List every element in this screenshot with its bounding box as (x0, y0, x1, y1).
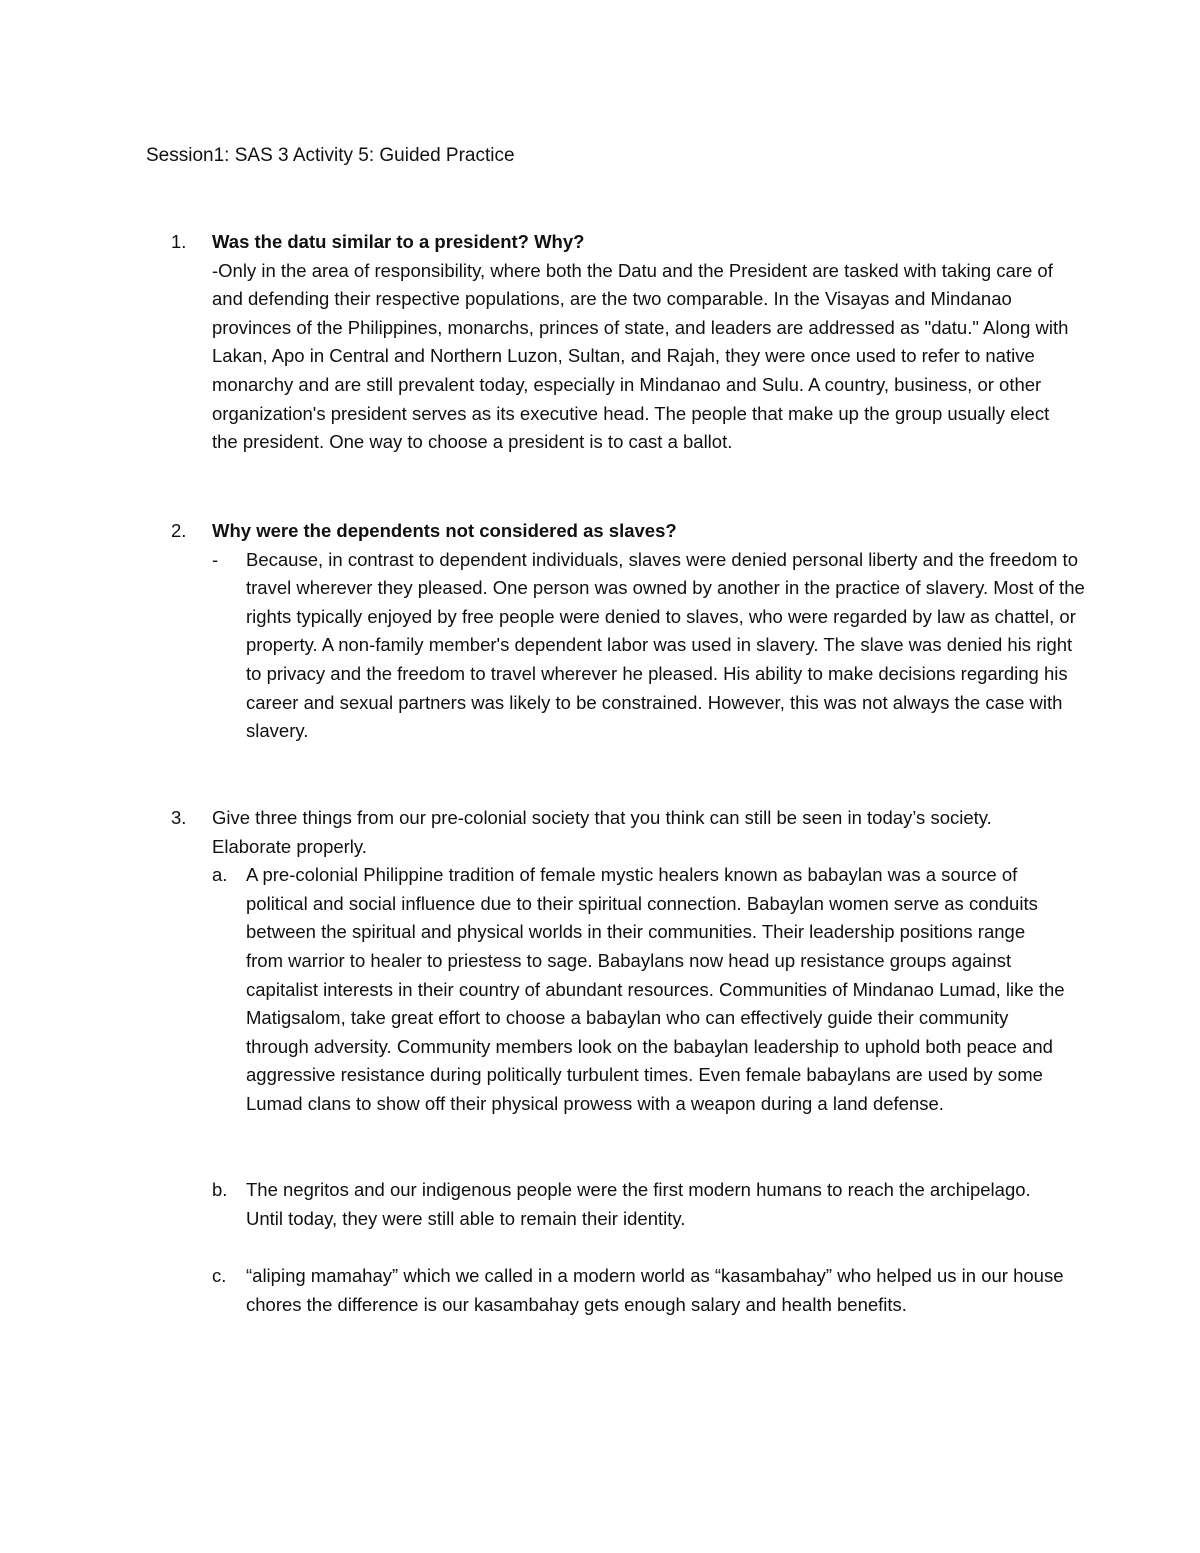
question-text: Why were the dependents not considered as slaves? (212, 520, 677, 541)
question-body (212, 517, 1074, 546)
question-number: 2. (171, 520, 187, 541)
answer-text: -Only in the area of responsibility, where both the Datu and the President are tasked with taking care of and defending their respective populations, are the two comparable. In the Visayas and Mindanao provinces of the Philippines, monarchs, princes of state, and leaders are addressed as "datu." Along with Lakan, Apo in Central and Northern Luzon, Sultan, and Rajah, they were once used to refer to native monarchy and are still prevalent today, especially in Mindanao and Sulu. A country, business, or other organization's president serves as its executive head. The people that make up the group usually elect the president. One way to choose a president is to cast a ballot. (212, 259, 1069, 453)
question-number: 1. (171, 231, 187, 252)
question-body (212, 804, 1074, 861)
subitem-text: “aliping mamahay” which we called in a modern world as “kasambahay” who helped us in our house chores the difference is our kasambahay gets enough salary and health benefits. (246, 1265, 1064, 1315)
subitem-text: The negritos and our indigenous people were the first modern humans to reach the archipelago. Until today, they were still able to remain their identity. (246, 1179, 1031, 1229)
question-number: 3. (171, 807, 187, 828)
subitem-letter: a. (212, 864, 228, 886)
question-text: Give three things from our pre-colonial society that you think can still be seen in today’s society. Elaborate properly. (212, 807, 992, 857)
question-text: Was the datu similar to a president? Why? (212, 231, 585, 252)
dash-bullet: - (212, 548, 219, 570)
question-body (212, 228, 1074, 457)
subitem-letter: b. (212, 1179, 228, 1200)
answer-text: Because, in contrast to dependent individuals, slaves were denied personal liberty and the freedom to travel wherever they pleased. One person was owned by another in the practice of slavery. Most of the rights typically enjoyed by free people were denied to slaves, who were regarded by law as chattel, or property. A non-family member's dependent labor was used in slavery. The slave was denied his right to privacy and the freedom to travel wherever he pleased. His ability to make decisions regarding his career and sexual partners was likely to be constrained. However, this was not always the case with slavery. (246, 548, 1085, 742)
subitem-letter: c. (212, 1265, 227, 1286)
document-title: Session1: SAS 3 Activity 5: Guided Practice (146, 145, 515, 166)
subitem-text: A pre-colonial Philippine tradition of female mystic healers known as babaylan was a source of political and social influence due to their spiritual connection. Babaylan women serve as conduits between the spiritual and physical worlds in their communities. Their leadership positions range from warrior to healer to priestess to sage. Babaylans now head up resistance groups against capitalist interests in their country of abundant resources. Communities of Mindanao Lumad, like the Matigsalom, take great effort to choose a babaylan who can effectively guide their community through adversity. Community members look on the babaylan leadership to uphold both peace and aggressive resistance during politically turbulent times. Even female babaylans are used by some Lumad clans to show off their physical prowess with a weapon during a land defense. (246, 864, 1065, 1114)
